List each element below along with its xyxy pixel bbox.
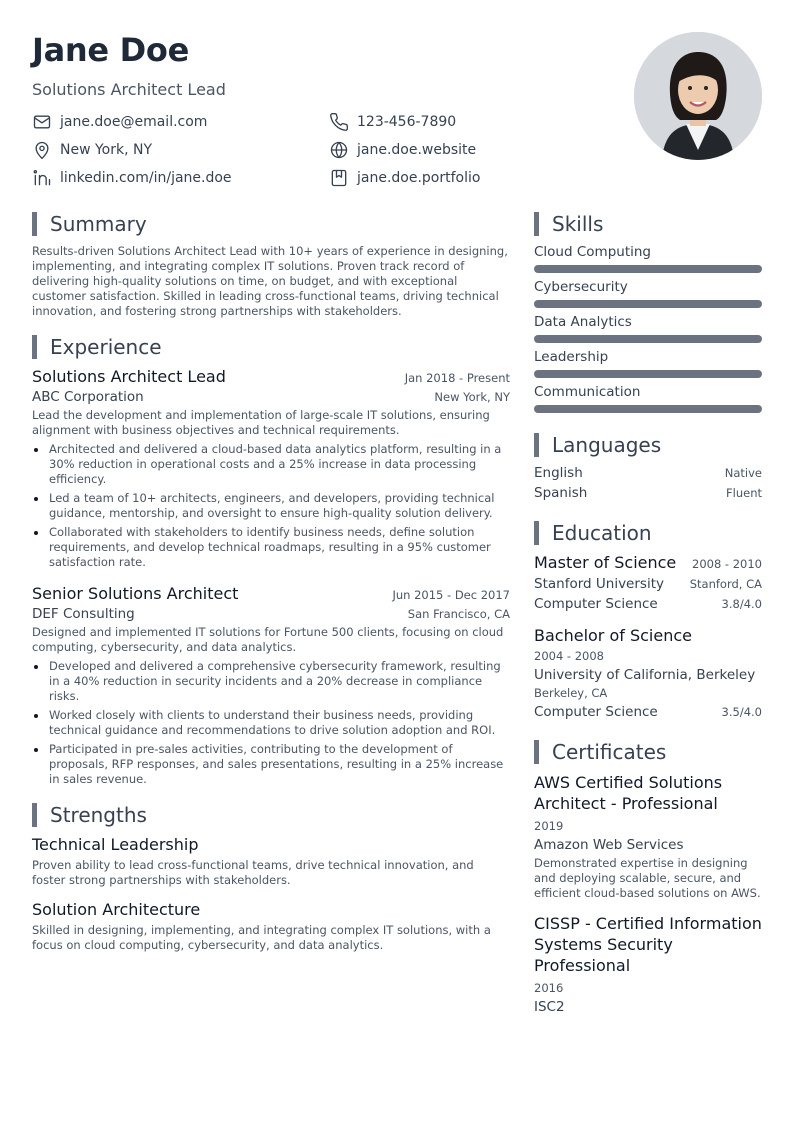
certificate-title: CISSP - Certified Information Systems Security Professional [534,914,762,975]
skill-bar [534,300,762,308]
language-name: Spanish [534,485,588,501]
job-title: Senior Solutions Architect [32,584,239,603]
skill-bar [534,370,762,378]
strength-title: Technical Leadership [32,835,199,854]
strength-description: Proven ability to lead cross-functional teams, drive technical innovation, and foster strong partnerships with stakeholders. [32,858,474,887]
job-location: New York, NY [434,390,510,404]
education-entry [534,626,762,720]
school-name: Stanford University [534,576,664,592]
education-dates: 2008 - 2010 [692,557,762,571]
job-bullet: Worked closely with clients to understand their business needs, providing technical guidance and recommendations to drive solution adoption and ROI. [32,708,510,738]
field-of-study: Computer Science [534,596,658,612]
contact-location-text: New York, NY [60,142,153,158]
job-bullet: Architected and delivered a cloud-based data analytics platform, resulting in a 30% reduction in operational costs and a 25% increase in data processing efficiency. [32,442,510,487]
contact-email[interactable] [32,112,207,132]
strengths-heading: Strengths [32,803,510,827]
certificate-issuer: Amazon Web Services [534,837,684,853]
certificate-year: 2016 [534,981,564,995]
gpa: 3.5/4.0 [721,705,762,719]
skills-heading: Skills [534,212,762,236]
contact-portfolio[interactable] [329,168,480,188]
skill-name: Leadership [534,349,609,365]
skill-bar [534,335,762,343]
contact-email-text: jane.doe@email.com [60,114,208,130]
phone-icon [329,112,349,132]
degree-name: Bachelor of Science [534,626,692,645]
map-pin-icon [32,140,52,160]
field-of-study: Computer Science [534,704,658,720]
certificate-issuer: ISC2 [534,999,565,1015]
skill-name: Cloud Computing [534,244,651,260]
job-company: DEF Consulting [32,606,135,622]
job-bullet: Participated in pre-sales activities, contributing to the development of proposals, RFP responses, and sales presentations, resulting in a 25% increase in sales revenue. [32,742,510,787]
experience-heading: Experience [32,335,510,359]
job-entry [32,584,510,787]
school-name: University of California, Berkeley [534,667,756,683]
language-level: Fluent [726,486,762,500]
candidate-title: Solutions Architect Lead [32,80,226,99]
contact-linkedin-text: linkedin.com/in/jane.doe [60,170,232,186]
contact-location [32,140,152,160]
school-location: Berkeley, CA [534,686,608,700]
strength-title: Solution Architecture [32,900,201,919]
contact-portfolio-text: jane.doe.portfolio [357,170,481,186]
linkedin-icon [32,168,52,188]
job-bullet: Led a team of 10+ architects, engineers, and developers, providing technical guidance, mentorship, and oversight to ensure high-quality solution delivery. [32,491,510,521]
certificate-year: 2019 [534,819,564,833]
language-row [534,465,762,481]
contact-linkedin[interactable] [32,168,232,188]
certificate-title: AWS Certified Solutions Architect - Professional [534,773,723,813]
school-location: Stanford, CA [689,577,762,591]
certificate-entry [534,772,762,901]
gpa: 3.8/4.0 [721,597,762,611]
job-dates: Jan 2018 - Present [404,371,510,385]
job-dates: Jun 2015 - Dec 2017 [392,588,510,602]
skills-list [534,244,762,413]
job-description: Lead the development and implementation of large-scale IT solutions, ensuring alignment with business objectives and technical requirements. [32,408,490,437]
job-bullet: Developed and delivered a comprehensive cybersecurity framework, resulting in a 40% reduction in security incidents and a 20% decrease in compliance risks. [32,659,510,704]
skill-bar [534,265,762,273]
certificate-entry [534,913,762,1015]
education-entry [534,553,762,612]
certificates-heading: Certificates [534,740,762,764]
contact-website[interactable] [329,140,476,160]
job-company: ABC Corporation [32,389,144,405]
contact-phone[interactable] [329,112,456,132]
language-row [534,485,762,501]
certificate-description: Demonstrated expertise in designing and deploying scalable, secure, and efficient cloud-based solutions on AWS. [534,856,761,900]
job-title: Solutions Architect Lead [32,367,226,386]
skill-name: Cybersecurity [534,279,628,295]
education-heading: Education [534,521,762,545]
bookmark-icon [329,168,349,188]
job-entry [32,367,510,570]
language-name: English [534,465,583,481]
strength-description: Skilled in designing, implementing, and integrating complex IT solutions, with a focus on cloud computing, cybersecurity, and data analytics. [32,923,491,952]
job-bullets [32,659,510,787]
skill-name: Communication [534,384,641,400]
globe-icon [329,140,349,160]
education-dates: 2004 - 2008 [534,649,604,663]
language-level: Native [724,466,762,480]
job-bullets [32,442,510,570]
job-location: San Francisco, CA [407,607,510,621]
job-bullet: Collaborated with stakeholders to identify business needs, define solution requirements, and develop technical roadmaps, resulting in a 95% customer satisfaction rate. [32,525,510,570]
skill-bar [534,405,762,413]
summary-heading: Summary [32,212,510,236]
summary-text: Results-driven Solutions Architect Lead with 10+ years of experience in designing, implementing, and integrating complex IT solutions. Proven track record of delivering high-quality solutions on time, on budget, and with exceptional customer satisfaction. Skilled in leading cross-functional teams, driving technical innovation, and fostering strong partnerships with stakeholders. [32,244,508,318]
job-description: Designed and implemented IT solutions for Fortune 500 clients, focusing on cloud computing, cybersecurity, and data analytics. [32,625,504,654]
languages-heading: Languages [534,433,762,457]
degree-name: Master of Science [534,553,677,572]
profile-photo [634,32,762,160]
contact-website-text: jane.doe.website [357,142,477,158]
contact-phone-text: 123-456-7890 [357,114,457,130]
mail-icon [32,112,52,132]
skill-name: Data Analytics [534,314,632,330]
candidate-name: Jane Doe [32,31,189,69]
